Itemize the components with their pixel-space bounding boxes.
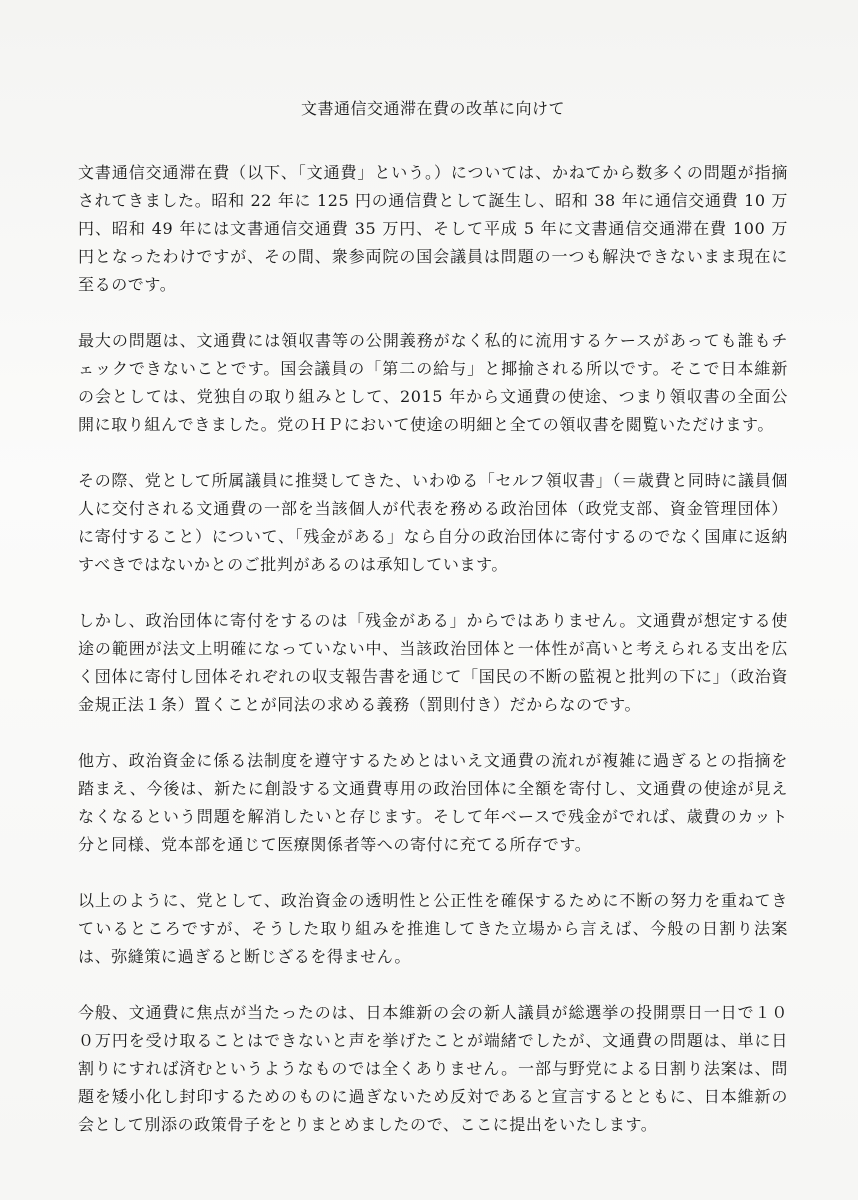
paragraph-reform-plan: 他方、政治資金に係る法制度を遵守するためとはいえ文通費の流れが複雑に過ぎるとの指摘を踏まえ、今後は、新たに創設する文通費専用の政治団体に全額を寄付し、文通費の使途が見えなくなるという問題を解消したいと存じます。そして年ベースで残金がでれば、歳費のカット分と同様、党本部を通じて医療関係者等への寄付に充てる所存です。 (78, 751, 788, 854)
paragraph-history: 文書通信交通滞在費（以下、「文通費」という。）については、かねてから数多くの問題が指摘されてきました。昭和 22 年に 125 円の通信費として誕生し、昭和 38 年に通信交通費 10 万円、昭和 49 年には文書通信交通費 35 万円、そして平成 5 年に文書通信交通滞在費 100 万円となったわけですが、その間、衆参両院の国会議員は問題の一つも解決できないまま現在に至るのです。 (78, 163, 788, 294)
paragraph-assessment: 以上のように、党として、政治資金の透明性と公正性を確保するために不断の努力を重ねてきているところですが、そうした取り組みを推進してきた立場から言えば、今般の日割り法案は、弥縫策に過ぎると断じざるを得ません。 (78, 891, 788, 966)
paragraph-conclusion: 今般、文通費に焦点が当たったのは、日本維新の会の新人議員が総選挙の投開票日一日で１００万円を受け取ることはできないと声を挙げたことが端緒でしたが、文通費の問題は、単に日割りにすれば済むというようなものでは全くありません。一部与野党による日割り法案は、問題を矮小化し封印するためのものに過ぎないため反対であると宣言するとともに、日本維新の会として別添の政策骨子をとりまとめましたので、ここに提出をいたします。 (78, 1003, 788, 1134)
paragraph-main-problem: 最大の問題は、文通費には領収書等の公開義務がなく私的に流用するケースがあっても誰もチェックできないことです。国会議員の「第二の給与」と揶揄される所以です。そこで日本維新の会としては、党独自の取り組みとして、2015 年から文通費の使途、つまり領収書の全面公開に取り組んできました。党のＨＰにおいて使途の明細と全ての領収書を閲覧いただけます。 (78, 331, 788, 434)
paragraph-self-receipt: その際、党として所属議員に推奨してきた、いわゆる「セルフ領収書」（＝歳費と同時に議員個人に交付される文通費の一部を当該個人が代表を務める政治団体（政党支部、資金管理団体）に寄付すること）について、「残金がある」なら自分の政治団体に寄付するのでなく国庫に返納すべきではないかとのご批判があるのは承知しています。 (78, 471, 788, 574)
document-title: 文書通信交通滞在費の改革に向けて (300, 99, 565, 118)
paragraph-political-donation: しかし、政治団体に寄付をするのは「残金がある」からではありません。文通費が想定する使途の範囲が法文上明確になっていない中、当該政治団体と一体性が高いと考えられる支出を広く団体に寄付し団体それぞれの収支報告書を通じて「国民の不断の監視と批判の下に」（政治資金規正法１条）置くことが同法の求める義務（罰則付き）だからなのです。 (78, 611, 788, 714)
